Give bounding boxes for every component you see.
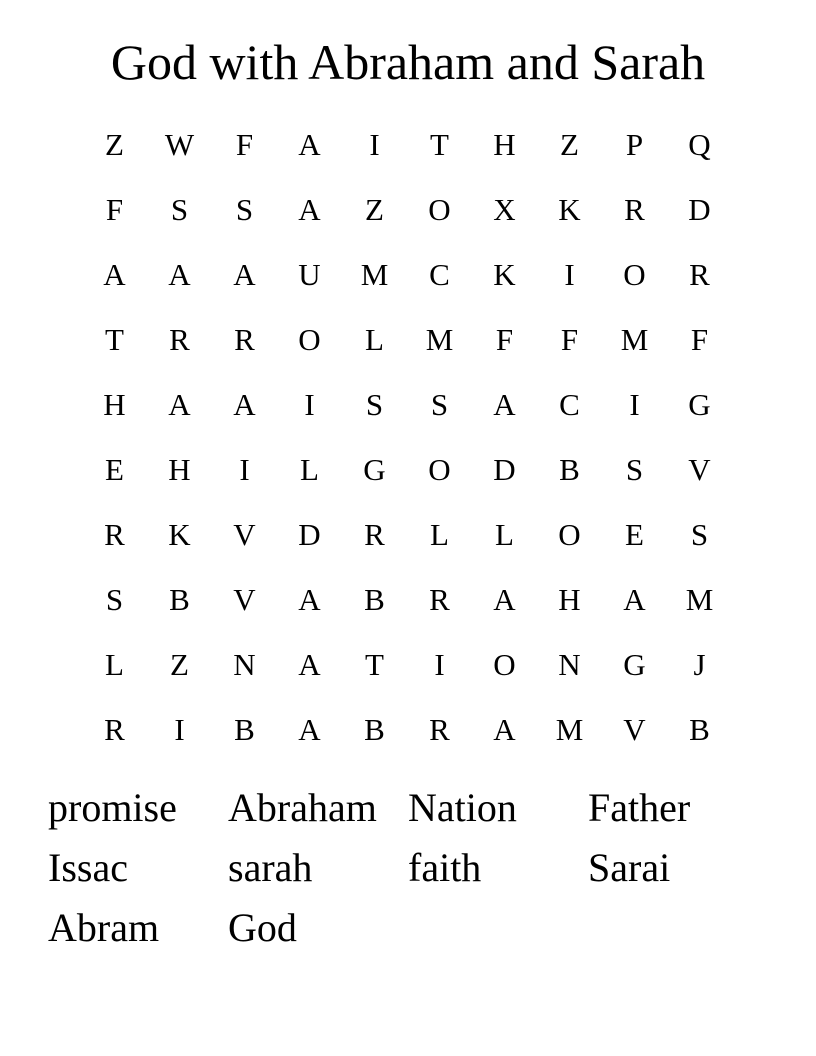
grid-letter: O (428, 452, 451, 487)
grid-letter: O (428, 192, 451, 227)
grid-letter: O (493, 647, 516, 682)
word-list-item: sarah (228, 845, 313, 890)
grid-letter: I (434, 647, 445, 682)
grid-letter: H (103, 387, 126, 422)
grid-letter: D (688, 192, 711, 227)
grid-letter: Z (560, 127, 579, 162)
grid-letter: C (559, 387, 580, 422)
grid-letter: S (170, 192, 189, 227)
grid-letter: E (105, 452, 124, 487)
grid-letter: S (690, 517, 709, 552)
grid-letter: R (364, 517, 385, 552)
grid-letter: E (625, 517, 644, 552)
word-list-item: promise (48, 785, 177, 830)
grid-letter: A (493, 582, 516, 617)
grid-letter: N (233, 647, 256, 682)
grid-letter: V (233, 582, 256, 617)
grid-letter: I (174, 712, 185, 747)
grid-letter: M (555, 712, 584, 747)
grid-letter: G (688, 387, 711, 422)
grid-letter: V (623, 712, 646, 747)
grid-letter: F (105, 192, 124, 227)
grid-letter: D (298, 517, 321, 552)
grid-letter: Z (105, 127, 124, 162)
grid-letter: T (365, 647, 384, 682)
grid-letter: G (623, 647, 646, 682)
grid-letter: Q (688, 127, 711, 162)
word-list-item: faith (408, 845, 482, 890)
grid-letter: S (365, 387, 384, 422)
grid-letter: A (623, 582, 646, 617)
grid-letter: A (103, 257, 126, 292)
word-list-item: God (228, 905, 297, 950)
grid-letter: A (298, 647, 321, 682)
grid-letter: M (685, 582, 714, 617)
grid-letter: S (105, 582, 124, 617)
grid-letter: I (564, 257, 575, 292)
grid-letter: T (430, 127, 449, 162)
grid-letter: R (104, 712, 125, 747)
grid-letter: B (364, 712, 385, 747)
grid-letter: N (558, 647, 581, 682)
grid-letter: S (235, 192, 254, 227)
grid-letter: A (168, 257, 191, 292)
grid-letter: R (689, 257, 710, 292)
grid-letter: F (235, 127, 254, 162)
grid-letter: C (429, 257, 450, 292)
grid-letter: K (558, 192, 581, 227)
grid-letter: I (239, 452, 250, 487)
word-list-item: Issac (48, 845, 128, 890)
word-list-item: Abraham (228, 785, 377, 830)
grid-letter: B (559, 452, 580, 487)
grid-letter: O (558, 517, 581, 552)
grid-letter: M (360, 257, 389, 292)
grid-letter: U (298, 257, 321, 292)
page-title: God with Abraham and Sarah (110, 34, 706, 90)
grid-letter: Z (170, 647, 189, 682)
grid-letter: V (233, 517, 256, 552)
grid-letter: F (690, 322, 709, 357)
grid-letter: I (304, 387, 315, 422)
grid-letter: A (493, 712, 516, 747)
grid-letter: H (558, 582, 581, 617)
grid-letter: R (104, 517, 125, 552)
grid-letter: R (169, 322, 190, 357)
grid-letter: K (168, 517, 191, 552)
grid-letter: B (689, 712, 710, 747)
grid-letter: T (105, 322, 124, 357)
grid-letter: L (300, 452, 319, 487)
grid-letter: B (364, 582, 385, 617)
grid-letter: H (168, 452, 191, 487)
grid-letter: D (493, 452, 516, 487)
word-search-grid (82, 120, 732, 770)
grid-letter: R (624, 192, 645, 227)
grid-letter: M (620, 322, 649, 357)
grid-letter: A (298, 582, 321, 617)
grid-letter: A (493, 387, 516, 422)
grid-letter: K (493, 257, 516, 292)
grid-letter: L (430, 517, 449, 552)
grid-letter: B (234, 712, 255, 747)
word-list-item: Father (588, 785, 691, 830)
grid-letter: S (625, 452, 644, 487)
grid-letter: J (693, 647, 706, 682)
grid-letter: L (105, 647, 124, 682)
grid-letter: R (429, 712, 450, 747)
grid-letter: I (369, 127, 380, 162)
grid-letter: A (298, 192, 321, 227)
grid-letter: A (298, 712, 321, 747)
grid-letter: Z (365, 192, 384, 227)
grid-letter: H (493, 127, 516, 162)
grid-letter: B (169, 582, 190, 617)
grid-letter: O (298, 322, 321, 357)
grid-letter: W (164, 127, 195, 162)
grid-letter: F (560, 322, 579, 357)
grid-letter: A (233, 257, 256, 292)
grid-letter: M (425, 322, 454, 357)
grid-letter: G (363, 452, 386, 487)
grid-letter: R (234, 322, 255, 357)
grid-letter: A (298, 127, 321, 162)
word-list-item: Nation (408, 785, 517, 830)
grid-letter: X (493, 192, 516, 227)
grid-letter: A (168, 387, 191, 422)
grid-letter: F (495, 322, 514, 357)
grid-letter: O (623, 257, 646, 292)
grid-letter: V (688, 452, 711, 487)
grid-letter: S (430, 387, 449, 422)
word-list-item: Abram (48, 905, 160, 950)
grid-letter: A (233, 387, 256, 422)
grid-letter: L (365, 322, 384, 357)
grid-letter: I (629, 387, 640, 422)
grid-letter: R (429, 582, 450, 617)
grid-letter: L (495, 517, 514, 552)
word-list-item: Sarai (588, 845, 671, 890)
grid-letter: P (625, 127, 644, 162)
